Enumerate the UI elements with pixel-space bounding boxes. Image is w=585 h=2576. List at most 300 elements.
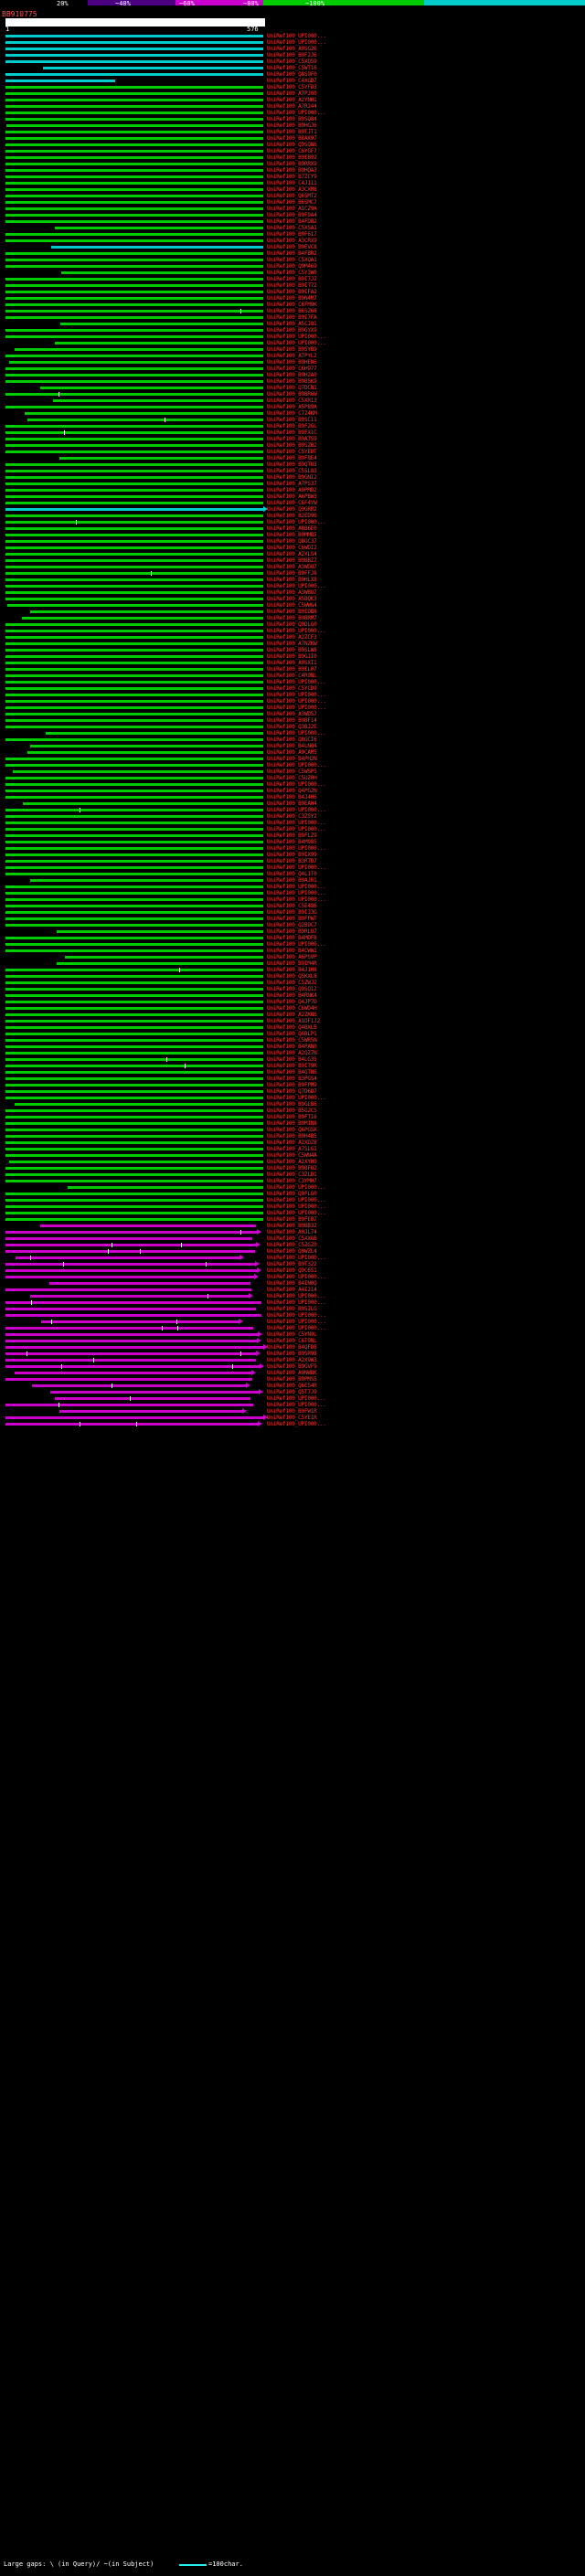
alignment-bar[interactable] (5, 137, 263, 140)
hit-row[interactable] (0, 877, 585, 884)
alignment-bar[interactable] (5, 118, 263, 121)
hit-row[interactable] (0, 705, 585, 711)
hit-row[interactable] (0, 628, 585, 634)
alignment-bar[interactable] (5, 783, 263, 786)
hit-accession-label[interactable]: UniRef100_C5Y3W0 (267, 270, 317, 276)
hit-accession-label[interactable]: UniRef100_UPI000... (267, 33, 326, 39)
hit-accession-label[interactable]: UniRef100_B9F9A4 (267, 212, 317, 218)
hit-row[interactable] (0, 97, 585, 103)
alignment-bar[interactable] (5, 1007, 263, 1010)
hit-row[interactable] (0, 334, 585, 340)
hit-row[interactable] (0, 161, 585, 167)
hit-row[interactable] (0, 1095, 585, 1101)
alignment-bar[interactable] (5, 470, 263, 472)
hit-accession-label[interactable]: UniRef100_A7PJ00 (267, 90, 317, 97)
hit-accession-label[interactable]: UniRef100_Q7D6D7 (267, 1088, 317, 1095)
hit-accession-label[interactable]: UniRef100_B9SZB2 (267, 442, 317, 449)
hit-accession-label[interactable]: UniRef100_B3PGS4 (267, 1076, 317, 1082)
hit-row[interactable] (0, 135, 585, 142)
hit-accession-label[interactable]: UniRef100_C5YCD9 (267, 685, 317, 692)
hit-row[interactable] (0, 570, 585, 577)
alignment-bar[interactable] (5, 572, 263, 575)
hit-row[interactable] (0, 154, 585, 161)
hit-accession-label[interactable]: UniRef100_B9I7FA (267, 314, 317, 321)
hit-accession-label[interactable]: UniRef100_Q9FLG0 (267, 1191, 317, 1197)
hit-row[interactable] (0, 941, 585, 948)
alignment-bar[interactable] (5, 905, 263, 907)
hit-accession-label[interactable]: UniRef100_C4XGD7 (267, 78, 317, 84)
alignment-bar[interactable] (5, 1263, 255, 1266)
alignment-bar[interactable] (5, 1180, 263, 1182)
hit-row[interactable] (0, 634, 585, 641)
hit-accession-label[interactable]: UniRef100_B3RTD7 (267, 858, 317, 864)
hit-row[interactable] (0, 385, 585, 391)
hit-row[interactable] (0, 769, 585, 775)
alignment-bar[interactable] (5, 1173, 263, 1176)
hit-row[interactable] (0, 103, 585, 110)
alignment-bar[interactable] (30, 610, 263, 613)
hit-row[interactable] (0, 858, 585, 864)
hit-accession-label[interactable]: UniRef100_A3WDU7 (267, 564, 317, 570)
hit-accession-label[interactable]: UniRef100_B6SZ68 (267, 308, 317, 314)
hit-row[interactable] (0, 660, 585, 666)
alignment-bar[interactable] (5, 1122, 263, 1125)
hit-row[interactable] (0, 1146, 585, 1152)
hit-accession-label[interactable]: UniRef100_B9FPWT (267, 916, 317, 922)
alignment-bar[interactable] (5, 924, 263, 927)
hit-row[interactable] (0, 538, 585, 545)
hit-accession-label[interactable]: UniRef100_A9SG26 (267, 46, 317, 52)
hit-accession-label[interactable]: UniRef100_UPI000... (267, 730, 326, 737)
alignment-bar[interactable] (5, 713, 263, 716)
alignment-bar[interactable] (5, 681, 263, 684)
hit-accession-label[interactable]: UniRef100_Q9SQ12 (267, 986, 317, 992)
alignment-bar[interactable] (5, 1423, 258, 1426)
alignment-bar[interactable] (5, 1218, 263, 1221)
hit-accession-label[interactable]: UniRef100_Q6ES4R (267, 1383, 317, 1389)
alignment-bar[interactable] (5, 1193, 263, 1195)
hit-accession-label[interactable]: UniRef100_Q9SQN6 (267, 142, 317, 148)
hit-accession-label[interactable]: UniRef100_B9PMS5 (267, 1376, 317, 1383)
hit-row[interactable] (0, 468, 585, 474)
hit-row[interactable] (0, 289, 585, 295)
hit-row[interactable] (0, 621, 585, 628)
alignment-bar[interactable] (57, 930, 263, 933)
hit-row[interactable] (0, 1216, 585, 1223)
alignment-bar[interactable] (5, 60, 263, 63)
hit-accession-label[interactable]: UniRef100_B9SILG (267, 1306, 317, 1312)
hit-row[interactable] (0, 1203, 585, 1210)
hit-accession-label[interactable]: UniRef100_B9RLU7 (267, 928, 317, 935)
hit-row[interactable] (0, 314, 585, 321)
alignment-bar[interactable] (5, 335, 263, 338)
alignment-bar[interactable] (5, 1013, 263, 1016)
hit-row[interactable] (0, 449, 585, 455)
hit-accession-label[interactable]: UniRef100_UPI000... (267, 698, 326, 705)
alignment-bar[interactable] (5, 35, 263, 37)
hit-accession-label[interactable]: UniRef100_B9F2J6 (267, 52, 317, 58)
hit-accession-label[interactable]: UniRef100_B9IFA2 (267, 289, 317, 295)
hit-row[interactable] (0, 1389, 585, 1395)
hit-accession-label[interactable]: UniRef100_A7PS37 (267, 481, 317, 487)
hit-accession-label[interactable]: UniRef100_B9IT9R (267, 1063, 317, 1069)
hit-row[interactable] (0, 935, 585, 941)
hit-row[interactable] (0, 800, 585, 807)
alignment-bar[interactable] (5, 521, 263, 524)
alignment-bar[interactable] (5, 1205, 263, 1208)
hit-accession-label[interactable]: UniRef100_A5CJ81 (267, 321, 317, 327)
hit-accession-label[interactable]: UniRef100_B4IN0Q (267, 1280, 317, 1287)
hit-row[interactable] (0, 653, 585, 660)
alignment-bar[interactable] (27, 751, 263, 754)
alignment-bar[interactable] (61, 271, 263, 274)
hit-row[interactable] (0, 327, 585, 334)
hit-row[interactable] (0, 1140, 585, 1146)
hit-row[interactable] (0, 167, 585, 174)
hit-row[interactable] (0, 756, 585, 762)
hit-row[interactable] (0, 225, 585, 231)
hit-row[interactable] (0, 685, 585, 692)
alignment-bar[interactable] (5, 1365, 260, 1368)
hit-accession-label[interactable]: UniRef100_B9SR9B (267, 1351, 317, 1357)
alignment-bar[interactable] (5, 1199, 263, 1202)
alignment-bar[interactable] (5, 706, 263, 709)
hit-row[interactable] (0, 1178, 585, 1184)
hit-row[interactable] (0, 647, 585, 653)
hit-accession-label[interactable]: UniRef100_UPI000... (267, 39, 326, 46)
hit-accession-label[interactable]: UniRef100_A2QZ7N (267, 1050, 317, 1056)
hit-row[interactable] (0, 545, 585, 551)
alignment-bar[interactable] (5, 1135, 263, 1138)
alignment-bar[interactable] (5, 393, 263, 396)
hit-row[interactable] (0, 1101, 585, 1108)
hit-accession-label[interactable]: UniRef100_B4J4H6 (267, 794, 317, 800)
hit-row[interactable] (0, 890, 585, 896)
alignment-bar[interactable] (5, 981, 263, 984)
alignment-bar[interactable] (5, 1026, 263, 1029)
hit-accession-label[interactable]: UniRef100_C4J111 (267, 180, 317, 186)
hit-row[interactable] (0, 455, 585, 461)
hit-accession-label[interactable]: UniRef100_C6F4YW (267, 500, 317, 506)
hit-accession-label[interactable]: UniRef100_UPI000... (267, 896, 326, 903)
hit-row[interactable] (0, 1395, 585, 1402)
alignment-bar[interactable] (5, 1141, 263, 1144)
hit-row[interactable] (0, 698, 585, 705)
hit-row[interactable] (0, 359, 585, 366)
alignment-bar[interactable] (5, 553, 263, 556)
alignment-bar[interactable] (5, 444, 263, 447)
alignment-bar[interactable] (5, 1359, 256, 1362)
hit-row[interactable] (0, 525, 585, 532)
hit-accession-label[interactable]: UniRef100_Q0DLG0 (267, 621, 317, 628)
alignment-bar[interactable] (5, 866, 263, 869)
hit-accession-label[interactable]: UniRef100_A3WBU7 (267, 589, 317, 596)
hit-accession-label[interactable]: UniRef100_UPI000... (267, 1312, 326, 1319)
alignment-bar[interactable] (5, 143, 263, 146)
alignment-bar[interactable] (32, 1384, 246, 1387)
hit-accession-label[interactable]: UniRef100_A9PMD2 (267, 487, 317, 493)
alignment-bar[interactable] (5, 841, 263, 843)
alignment-bar[interactable] (5, 591, 263, 594)
hit-accession-label[interactable]: UniRef100_B9TJT1 (267, 129, 317, 135)
hit-accession-label[interactable]: UniRef100_A7SLG1 (267, 1146, 317, 1152)
hit-accession-label[interactable]: UniRef100_B9BR6W (267, 391, 317, 398)
hit-accession-label[interactable]: UniRef100_UPI000... (267, 1319, 326, 1325)
hit-accession-label[interactable]: UniRef100_A2XLS4 (267, 551, 317, 557)
hit-row[interactable] (0, 417, 585, 423)
hit-row[interactable] (0, 1363, 585, 1370)
hit-row[interactable] (0, 1210, 585, 1216)
hit-row[interactable] (0, 257, 585, 263)
hit-accession-label[interactable]: UniRef100_UPI000... (267, 519, 326, 525)
alignment-bar[interactable] (5, 598, 263, 600)
hit-row[interactable] (0, 960, 585, 967)
hit-accession-label[interactable]: UniRef100_C5E486 (267, 903, 317, 909)
hit-accession-label[interactable]: UniRef100_C7Z4KM (267, 410, 317, 417)
hit-accession-label[interactable]: UniRef100_C5ZWJ2 (267, 980, 317, 986)
alignment-bar[interactable] (5, 949, 263, 952)
hit-row[interactable] (0, 39, 585, 46)
hit-accession-label[interactable]: UniRef100_B7ZCY9 (267, 174, 317, 180)
hit-row[interactable] (0, 1376, 585, 1383)
hit-accession-label[interactable]: UniRef100_UPI000... (267, 1325, 326, 1331)
hit-accession-label[interactable]: UniRef100_UPI000... (267, 583, 326, 589)
alignment-bar[interactable] (5, 1333, 258, 1336)
alignment-bar[interactable] (5, 131, 263, 133)
alignment-bar[interactable] (5, 265, 263, 268)
alignment-bar[interactable] (5, 1212, 263, 1214)
hit-accession-label[interactable]: UniRef100_C6WDI2 (267, 545, 317, 551)
hit-accession-label[interactable]: UniRef100_B9IT72 (267, 282, 317, 289)
alignment-bar[interactable] (5, 1250, 255, 1253)
alignment-bar[interactable] (5, 482, 263, 485)
hit-row[interactable] (0, 954, 585, 960)
hit-accession-label[interactable]: UniRef100_B9AT59 (267, 436, 317, 442)
alignment-bar[interactable] (30, 1295, 249, 1298)
hit-accession-label[interactable]: UniRef100_A6PBW3 (267, 493, 317, 500)
alignment-bar[interactable] (9, 361, 263, 364)
hit-row[interactable] (0, 302, 585, 308)
hit-accession-label[interactable]: UniRef100_B9BFU2 (267, 1165, 317, 1171)
hit-row[interactable] (0, 1063, 585, 1069)
hit-accession-label[interactable]: UniRef100_A7NZKW (267, 641, 317, 647)
hit-accession-label[interactable]: UniRef100_B4FBR2 (267, 250, 317, 257)
hit-row[interactable] (0, 532, 585, 538)
alignment-bar[interactable] (9, 1161, 263, 1163)
alignment-bar[interactable] (5, 73, 263, 76)
hit-row[interactable] (0, 602, 585, 609)
hit-row[interactable] (0, 206, 585, 212)
alignment-bar[interactable] (5, 1084, 263, 1087)
hit-accession-label[interactable]: UniRef100_B4LNQ4 (267, 743, 317, 749)
alignment-bar[interactable] (5, 975, 263, 978)
alignment-bar[interactable] (5, 1314, 261, 1317)
alignment-bar[interactable] (5, 252, 263, 255)
hit-accession-label[interactable]: UniRef100_B9H4B5 (267, 1133, 317, 1140)
hit-row[interactable] (0, 429, 585, 436)
alignment-bar[interactable] (5, 1352, 256, 1355)
hit-row[interactable] (0, 513, 585, 519)
alignment-bar[interactable] (5, 578, 263, 581)
hit-row[interactable] (0, 295, 585, 302)
alignment-bar[interactable] (5, 1001, 263, 1003)
hit-accession-label[interactable]: UniRef100_C4R9NL (267, 673, 317, 679)
hit-accession-label[interactable]: UniRef100_A9NWBK (267, 1370, 317, 1376)
alignment-bar[interactable] (5, 233, 263, 236)
hit-accession-label[interactable]: UniRef100_UPI000... (267, 1255, 326, 1261)
hit-row[interactable] (0, 820, 585, 826)
hit-accession-label[interactable]: UniRef100_B9SQ84 (267, 116, 317, 122)
alignment-bar[interactable] (5, 790, 263, 792)
alignment-bar[interactable] (5, 911, 263, 914)
hit-row[interactable] (0, 1031, 585, 1037)
hit-accession-label[interactable]: UniRef100_UPI000... (267, 1203, 326, 1210)
hit-accession-label[interactable]: UniRef100_Q8GCI6 (267, 737, 317, 743)
hit-accession-label[interactable]: UniRef100_B9IJ3G (267, 909, 317, 916)
hit-row[interactable] (0, 852, 585, 858)
hit-row[interactable] (0, 967, 585, 973)
hit-accession-label[interactable]: UniRef100_UPI000... (267, 628, 326, 634)
hit-accession-label[interactable]: UniRef100_C5XQ59 (267, 58, 317, 65)
hit-row[interactable] (0, 481, 585, 487)
alignment-bar[interactable] (5, 1129, 263, 1131)
hit-accession-label[interactable]: UniRef100_A5BQK3 (267, 596, 317, 602)
alignment-bar[interactable] (22, 617, 263, 620)
alignment-bar[interactable] (5, 1058, 263, 1061)
alignment-bar[interactable] (5, 195, 263, 197)
hit-row[interactable] (0, 231, 585, 238)
hit-row[interactable] (0, 928, 585, 935)
alignment-bar[interactable] (5, 380, 263, 383)
alignment-bar[interactable] (5, 847, 263, 850)
hit-accession-label[interactable]: UniRef100_B9GNI2 (267, 474, 317, 481)
hit-accession-label[interactable]: UniRef100_UPI000... (267, 1184, 326, 1191)
alignment-bar[interactable] (68, 1186, 263, 1189)
hit-accession-label[interactable]: UniRef100_B4CWW1 (267, 948, 317, 954)
hit-row[interactable] (0, 487, 585, 493)
hit-row[interactable] (0, 1159, 585, 1165)
hit-accession-label[interactable]: UniRef100_C3ZLD1 (267, 1171, 317, 1178)
hit-row[interactable] (0, 423, 585, 429)
hit-row[interactable] (0, 1050, 585, 1056)
hit-accession-label[interactable]: UniRef100_A7PYL2 (267, 353, 317, 359)
hit-row[interactable] (0, 1325, 585, 1331)
alignment-bar[interactable] (6, 124, 263, 127)
hit-accession-label[interactable]: UniRef100_B5G2CS (267, 1108, 317, 1114)
hit-row[interactable] (0, 1319, 585, 1325)
alignment-bar[interactable] (5, 1167, 263, 1170)
hit-accession-label[interactable]: UniRef100_UPI000... (267, 762, 326, 769)
hit-row[interactable] (0, 238, 585, 244)
alignment-bar[interactable] (7, 604, 263, 607)
hit-row[interactable] (0, 1274, 585, 1280)
hit-row[interactable] (0, 500, 585, 506)
alignment-bar[interactable] (5, 1404, 253, 1406)
hit-row[interactable] (0, 807, 585, 813)
alignment-bar[interactable] (60, 323, 263, 325)
hit-accession-label[interactable]: UniRef100_B9FFJ8 (267, 570, 317, 577)
alignment-bar[interactable] (13, 770, 263, 773)
alignment-bar[interactable] (5, 994, 263, 997)
hit-row[interactable] (0, 980, 585, 986)
alignment-bar[interactable] (15, 1372, 251, 1374)
alignment-bar[interactable] (5, 54, 263, 57)
hit-row[interactable] (0, 1280, 585, 1287)
hit-row[interactable] (0, 1312, 585, 1319)
hit-accession-label[interactable]: UniRef100_B9GYX9 (267, 327, 317, 334)
hit-accession-label[interactable]: UniRef100_Q6BLP1 (267, 1031, 317, 1037)
alignment-bar[interactable] (15, 348, 263, 351)
alignment-bar[interactable] (5, 163, 263, 165)
hit-accession-label[interactable]: UniRef100_C5WWG4 (267, 602, 317, 609)
hit-row[interactable] (0, 1120, 585, 1127)
hit-row[interactable] (0, 366, 585, 372)
alignment-bar[interactable] (5, 969, 263, 971)
hit-accession-label[interactable]: UniRef100_UPI000... (267, 807, 326, 813)
hit-accession-label[interactable]: UniRef100_Q2B9C7 (267, 922, 317, 928)
alignment-bar[interactable] (5, 207, 263, 210)
alignment-bar[interactable] (55, 342, 263, 345)
hit-accession-label[interactable]: UniRef100_C5YN9L (267, 1331, 317, 1338)
alignment-bar[interactable] (51, 246, 263, 249)
hit-accession-label[interactable]: UniRef100_B9QTU3 (267, 461, 317, 468)
alignment-bar[interactable] (5, 674, 263, 677)
hit-row[interactable] (0, 916, 585, 922)
hit-row[interactable] (0, 1037, 585, 1044)
hit-accession-label[interactable]: UniRef100_C6WD4H (267, 1005, 317, 1012)
hit-accession-label[interactable]: UniRef100_B9MMB5 (267, 532, 317, 538)
hit-row[interactable] (0, 84, 585, 90)
hit-accession-label[interactable]: UniRef100_C6YGF7 (267, 148, 317, 154)
hit-row[interactable] (0, 864, 585, 871)
hit-accession-label[interactable]: UniRef100_UPI000... (267, 1293, 326, 1299)
hit-accession-label[interactable]: UniRef100_B9HEN6 (267, 359, 317, 366)
alignment-bar[interactable] (5, 1340, 257, 1342)
alignment-bar[interactable] (5, 329, 263, 332)
hit-accession-label[interactable]: UniRef100_B9GLB6 (267, 1101, 317, 1108)
hit-accession-label[interactable]: UniRef100_B9FLZ9 (267, 832, 317, 839)
alignment-bar[interactable] (5, 668, 263, 671)
hit-row[interactable] (0, 737, 585, 743)
hit-row[interactable] (0, 1184, 585, 1191)
alignment-bar[interactable] (5, 700, 263, 703)
hit-row[interactable] (0, 832, 585, 839)
alignment-bar[interactable] (5, 48, 263, 50)
alignment-bar[interactable] (5, 374, 263, 376)
alignment-bar[interactable] (23, 802, 263, 805)
alignment-bar[interactable] (5, 853, 263, 856)
hit-accession-label[interactable]: UniRef100_C5SL83 (267, 468, 317, 474)
alignment-bar[interactable] (15, 1103, 263, 1106)
hit-row[interactable] (0, 826, 585, 832)
alignment-bar[interactable] (55, 1397, 250, 1400)
hit-row[interactable] (0, 461, 585, 468)
hit-accession-label[interactable]: UniRef100_UPI000... (267, 705, 326, 711)
hit-row[interactable] (0, 1197, 585, 1203)
hit-row[interactable] (0, 1165, 585, 1171)
alignment-bar[interactable] (5, 201, 263, 204)
alignment-bar[interactable] (49, 1282, 250, 1285)
hit-row[interactable] (0, 775, 585, 781)
alignment-bar[interactable] (57, 962, 263, 965)
alignment-bar[interactable] (5, 1109, 263, 1112)
hit-row[interactable] (0, 1069, 585, 1076)
alignment-bar[interactable] (5, 943, 263, 946)
hit-accession-label[interactable]: UniRef100_B9HQA3 (267, 167, 317, 174)
hit-accession-label[interactable]: UniRef100_A3CXM8 (267, 186, 317, 193)
alignment-bar[interactable] (5, 738, 263, 741)
hit-row[interactable] (0, 244, 585, 250)
